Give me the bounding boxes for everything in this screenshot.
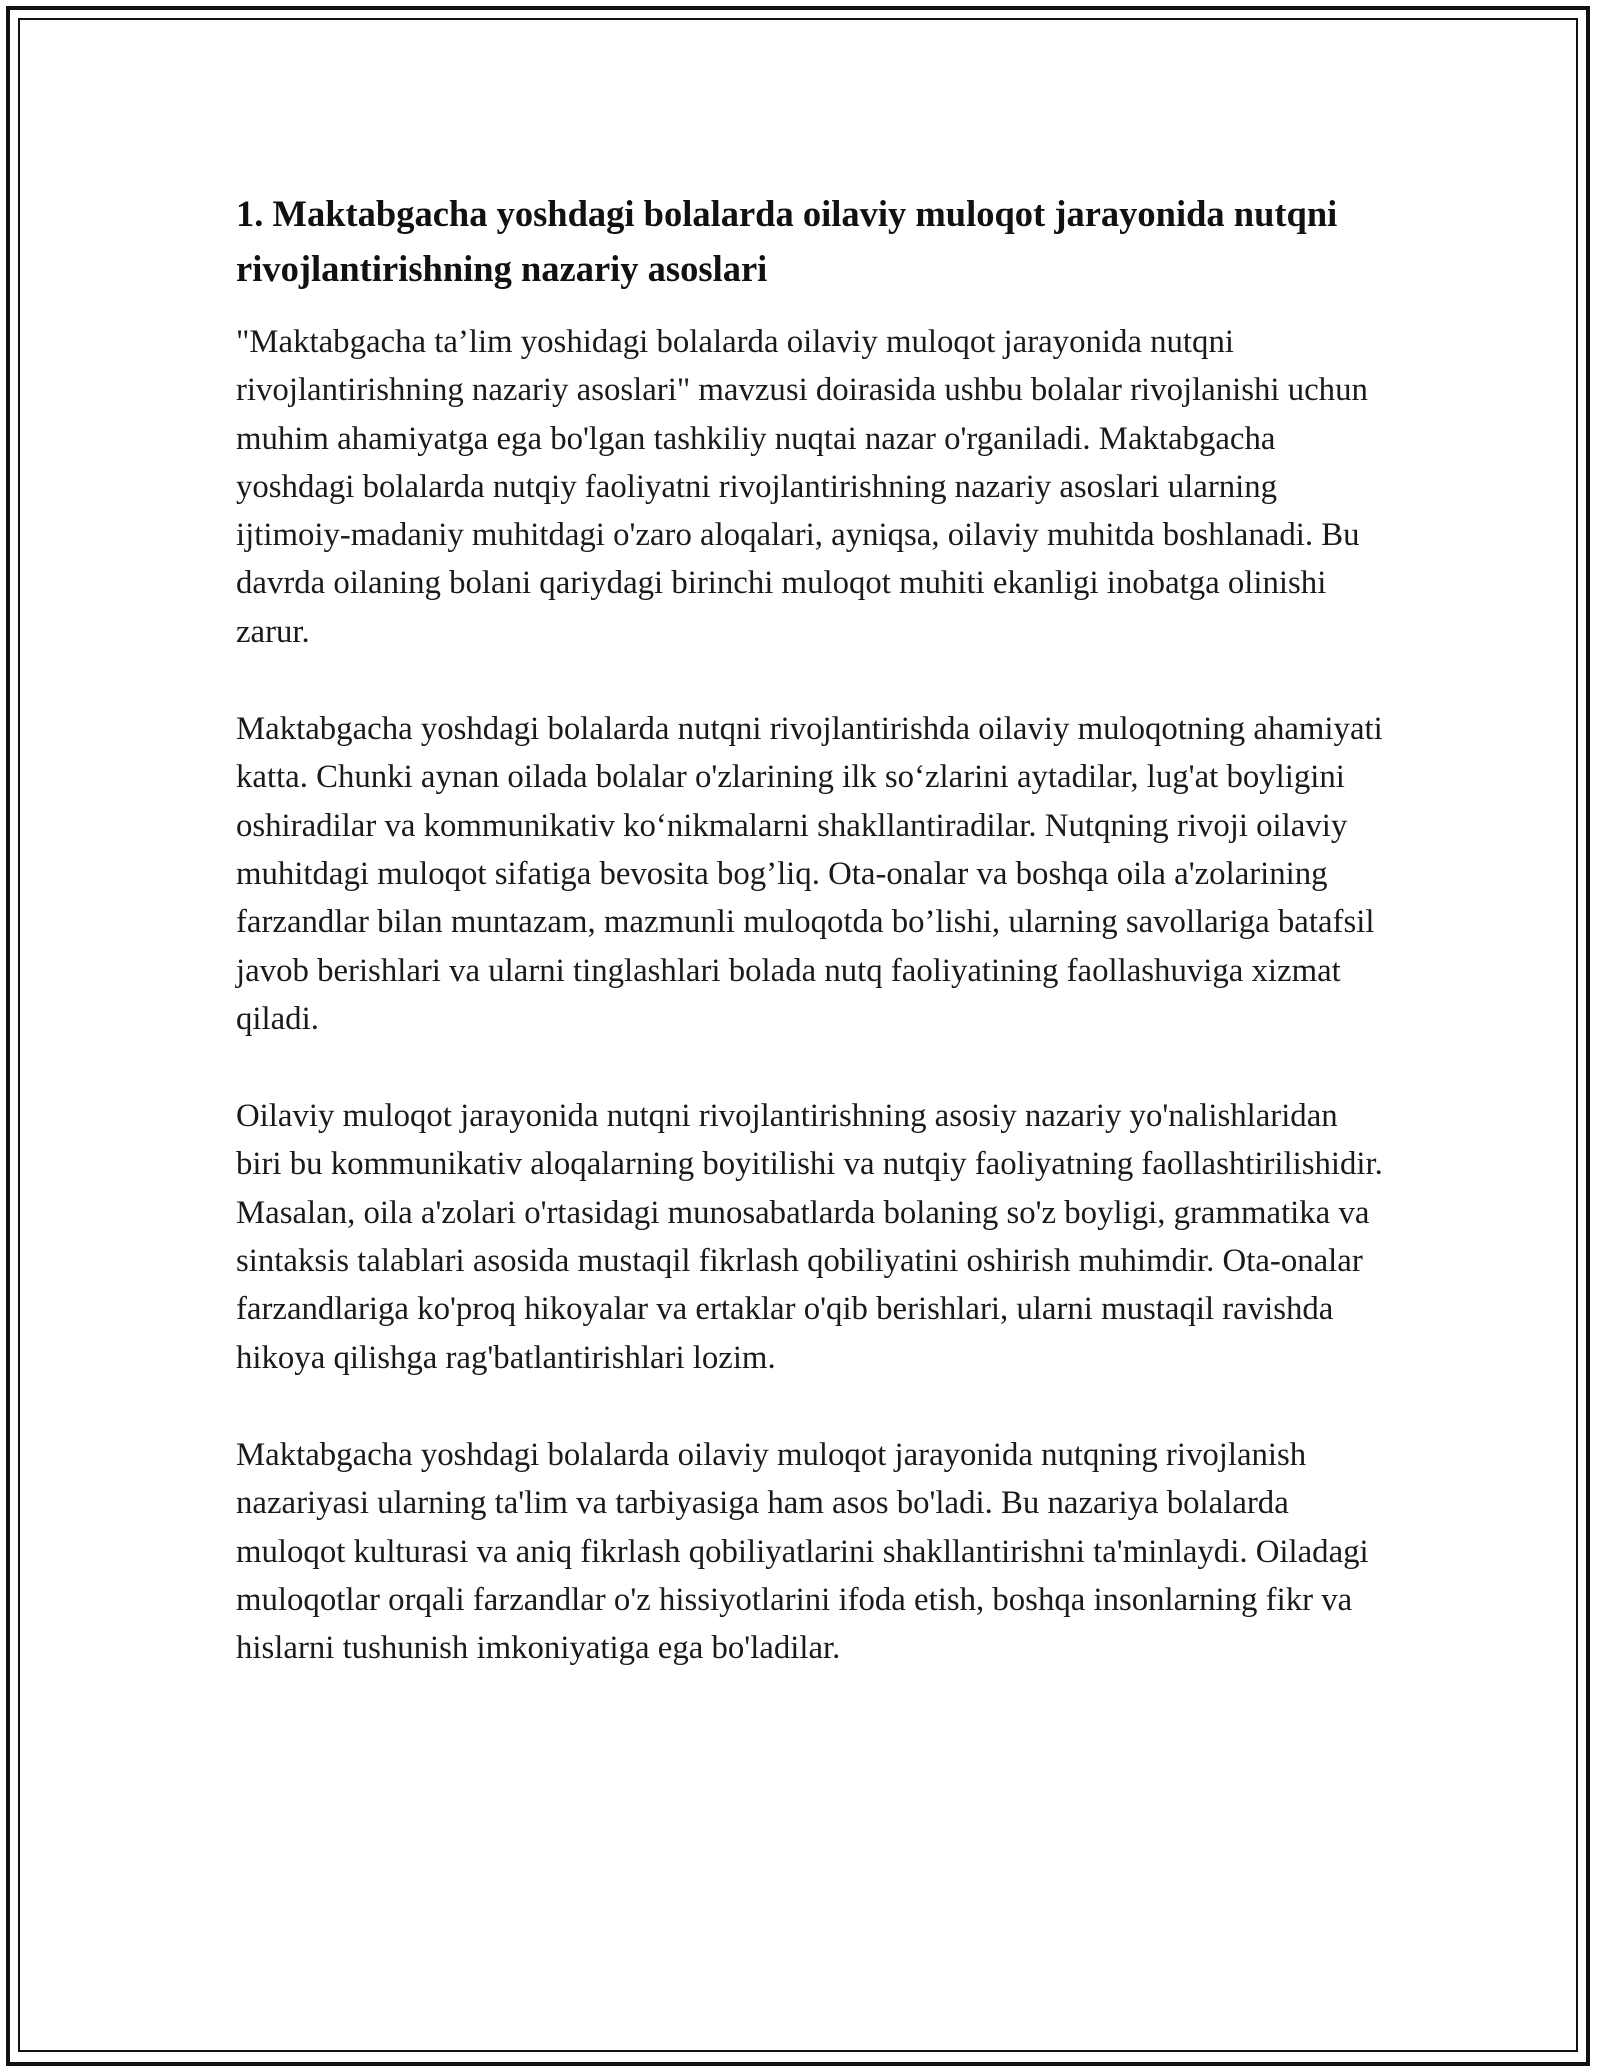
paragraph-2: Maktabgacha yoshdagi bolalarda nutqni rivojlantirishda oilaviy muloqotning ahamiyati katta. Chunki aynan oilada bolalar o'zlarining ilk so‘zlarini aytadilar, lug'at boyligini oshiradilar va kommunikativ ko‘nikmalarni shakllantiradilar. Nutqning rivoji oilaviy muhitdagi muloqot sifatiga bevosita bog’liq. Ota-onalar va boshqa oila a'zolarining farzandlar bilan muntazam, mazmunli muloqotda bo’lishi, ularning savollariga batafsil javob berishlari va ularni tinglashlari bolada nutq faoliyatining faollashuviga xizmat qiladi. <box>236 711 1383 1037</box>
section-heading: 1. Maktabgacha yoshdagi bolalarda oilaviy muloqot jarayonida nutqni rivojlantirishning nazariy asoslari <box>236 193 1338 289</box>
paragraph-4: Maktabgacha yoshdagi bolalarda oilaviy muloqot jarayonida nutqning rivojlanish nazariyasi ularning ta'lim va tarbiyasiga ham asos bo'ladi. Bu nazariya bolalarda muloqot kulturasi va aniq fikrlash qobiliyatlarini shakllantirishni ta'minlaydi. Oiladagi muloqotlar orqali farzandlar o'z hissiyotlarini ifoda etish, boshqa insonlarning fikr va hislarni tushunish imkoniyatiga ega bo'ladilar. <box>236 1436 1369 1667</box>
paragraph-3: Oilaviy muloqot jarayonida nutqni rivojlantirishning asosiy nazariy yo'nalishlaridan biri bu kommunikativ aloqalarning boyitilishi va nutqiy faoliyatning faollashtirilishidir. Masalan, oila a'zolari o'rtasidagi munosabatlarda bolaning so'z boyligi, grammatika va sintaksis talablari asosida mustaqil fikrlash qobiliyatini oshirish muhimdir. Ota-onalar farzandlariga ko'proq hikoyalar va ertaklar o'qib berishlari, ularni mustaqil ravishda hikoya qilishga rag'batlantirishlari lozim. <box>236 1098 1383 1376</box>
document-body <box>236 186 1386 1721</box>
paragraph-1: "Maktabgacha ta’lim yoshidagi bolalarda oilaviy muloqot jarayonida nutqni rivojlantirishning nazariy asoslari" mavzusi doirasida ushbu bolalar rivojlanishi uchun muhim ahamiyatga ega bo'lgan tashkiliy nuqtai nazar o'rganiladi. Maktabgacha yoshdagi bolalarda nutqiy faoliyatni rivojlantirishning nazariy asoslari ularning ijtimoiy-madaniy muhitdagi o'zaro aloqalari, ayniqsa, oilaviy muhitda boshlanadi. Bu davrda oilaning bolani qariydagi birinchi muloqot muhiti ekanligi inobatga olinishi zarur. <box>236 324 1368 650</box>
